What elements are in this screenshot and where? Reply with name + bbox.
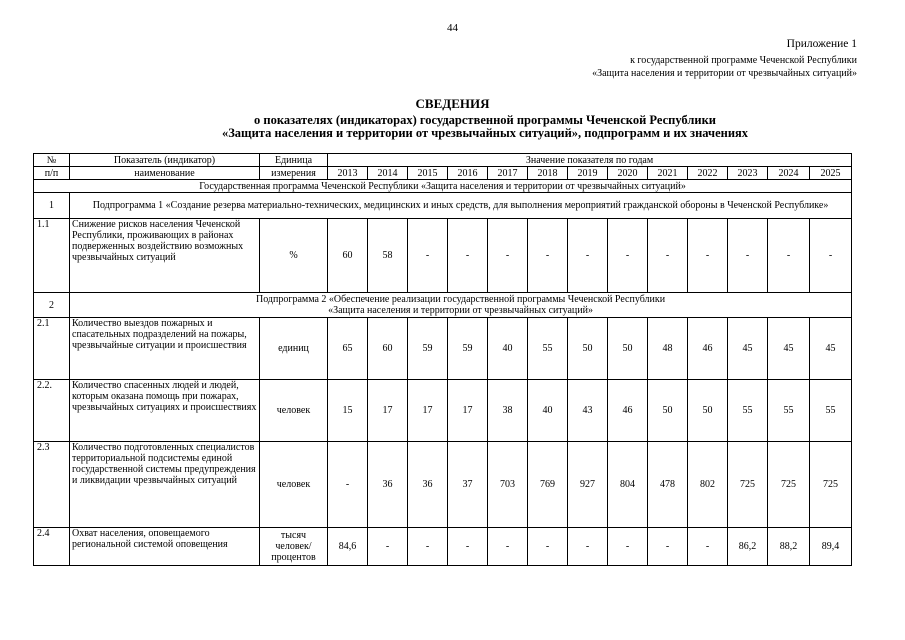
unit: единиц: [260, 318, 328, 380]
year-header: 2017: [488, 167, 528, 180]
value-cell: 60: [368, 318, 408, 380]
value-cell: 725: [810, 442, 852, 528]
value-cell: -: [728, 219, 768, 293]
indicator-name: Количество подготовленных специалистов территориальной подсистемы единой государственной системы предупреждения и ликвидации чрезвычайных ситуаций: [70, 442, 260, 528]
document-title: СВЕДЕНИЯ: [415, 96, 490, 111]
subprogram-title-line-2: «Защита населения и территории от чрезвычайных ситуаций»: [328, 305, 593, 316]
subtitle-line-2: «Защита населения и территории от чрезвычайных ситуаций», подпрограмм и их значениях: [221, 126, 749, 140]
value-cell: -: [648, 528, 688, 566]
header-row-2: [34, 167, 852, 180]
value-cell: 804: [608, 442, 648, 528]
appendix-title: Приложение 1: [786, 38, 857, 50]
value-cell: -: [568, 528, 608, 566]
value-cell: 65: [328, 318, 368, 380]
value-cell: 40: [528, 380, 568, 442]
value-cell: 45: [810, 318, 852, 380]
year-header: 2015: [408, 167, 448, 180]
value-cell: 17: [368, 380, 408, 442]
year-header: 2019: [568, 167, 608, 180]
header-indicator-bottom: наименование: [70, 167, 260, 180]
value-cell: 60: [328, 219, 368, 293]
value-cell: 89,4: [810, 528, 852, 566]
appendix-subtitle: [592, 54, 857, 80]
value-cell: 50: [568, 318, 608, 380]
table-row: [34, 528, 852, 566]
value-cell: -: [608, 528, 648, 566]
value-cell: -: [608, 219, 648, 293]
value-cell: -: [528, 219, 568, 293]
year-header: 2018: [528, 167, 568, 180]
row-number: 2.2.: [34, 380, 70, 442]
indicator-name: Охват населения, оповещаемого региональной системой оповещения: [70, 528, 260, 566]
value-cell: -: [688, 219, 728, 293]
value-cell: -: [768, 219, 810, 293]
value-cell: 927: [568, 442, 608, 528]
subprogram-number: 2: [34, 293, 70, 318]
value-cell: -: [810, 219, 852, 293]
value-cell: 59: [408, 318, 448, 380]
value-cell: 15: [328, 380, 368, 442]
value-cell: 37: [448, 442, 488, 528]
value-cell: 88,2: [768, 528, 810, 566]
value-cell: -: [488, 528, 528, 566]
page-number: 44: [447, 22, 458, 34]
value-cell: 45: [768, 318, 810, 380]
value-cell: 36: [368, 442, 408, 528]
subtitle-line-1: о показателях (индикаторах) государственной программы Чеченской Республики: [254, 113, 716, 127]
header-num-top: №: [34, 154, 70, 167]
value-cell: 55: [768, 380, 810, 442]
indicator-name: Количество спасенных людей и людей, которым оказана помощь при пожарах, чрезвычайных ситуациях и происшествиях: [70, 380, 260, 442]
year-header: 2020: [608, 167, 648, 180]
program-row: [34, 180, 852, 193]
header-row-1: [34, 154, 852, 167]
value-cell: 703: [488, 442, 528, 528]
value-cell: 84,6: [328, 528, 368, 566]
value-cell: 769: [528, 442, 568, 528]
year-header: 2024: [768, 167, 810, 180]
table-row: [34, 380, 852, 442]
header-indicator-top: Показатель (индикатор): [70, 154, 260, 167]
value-cell: 50: [648, 380, 688, 442]
year-header: 2025: [810, 167, 852, 180]
subprogram-title-line-1: Подпрограмма 2 «Обеспечение реализации государственной программы Чеченской Республики: [255, 294, 666, 305]
value-cell: -: [688, 528, 728, 566]
subprogram-title: Подпрограмма 1 «Создание резерва материально-технических, медицинских и иных средств, для выполнения мероприятий гражданской обороны в Чеченской Республике»: [70, 193, 852, 219]
year-header: 2023: [728, 167, 768, 180]
unit: человек: [260, 380, 328, 442]
unit: %: [260, 219, 328, 293]
value-cell: -: [448, 219, 488, 293]
subprogram-row: [34, 293, 852, 318]
table-row: [34, 318, 852, 380]
header-unit-bottom: измерения: [260, 167, 328, 180]
appendix-line-2: «Защита населения и территории от чрезвычайных ситуаций»: [592, 68, 857, 79]
value-cell: 36: [408, 442, 448, 528]
subprogram-row: [34, 193, 852, 219]
value-cell: 55: [528, 318, 568, 380]
value-cell: 46: [688, 318, 728, 380]
value-cell: 55: [810, 380, 852, 442]
value-cell: -: [408, 219, 448, 293]
header-values-group: Значение показателя по годам: [328, 154, 852, 167]
value-cell: -: [528, 528, 568, 566]
value-cell: -: [488, 219, 528, 293]
value-cell: 17: [448, 380, 488, 442]
value-cell: -: [568, 219, 608, 293]
value-cell: 58: [368, 219, 408, 293]
subprogram-title: [70, 293, 852, 318]
unit: человек: [260, 442, 328, 528]
value-cell: 725: [768, 442, 810, 528]
value-cell: 50: [608, 318, 648, 380]
year-header: 2014: [368, 167, 408, 180]
document-subtitle: [100, 114, 870, 140]
year-header: 2022: [688, 167, 728, 180]
value-cell: -: [328, 442, 368, 528]
year-header: 2021: [648, 167, 688, 180]
value-cell: 17: [408, 380, 448, 442]
value-cell: 48: [648, 318, 688, 380]
indicator-name: Снижение рисков населения Чеченской Республики, проживающих в районах подверженных воздействию возможных чрезвычайных ситуаций: [70, 219, 260, 293]
unit: тысяч человек/ процентов: [260, 528, 328, 566]
header-unit-top: Единица: [260, 154, 328, 167]
value-cell: 40: [488, 318, 528, 380]
value-cell: 478: [648, 442, 688, 528]
value-cell: 45: [728, 318, 768, 380]
year-header: 2013: [328, 167, 368, 180]
table-row: [34, 219, 852, 293]
value-cell: 802: [688, 442, 728, 528]
subprogram-number: 1: [34, 193, 70, 219]
value-cell: 43: [568, 380, 608, 442]
row-number: 2.1: [34, 318, 70, 380]
indicator-name: Количество выездов пожарных и спасательных подразделений на пожары, чрезвычайные ситуации и происшествия: [70, 318, 260, 380]
value-cell: 59: [448, 318, 488, 380]
appendix-line-1: к государственной программе Чеченской Республики: [630, 55, 857, 66]
value-cell: 50: [688, 380, 728, 442]
value-cell: 725: [728, 442, 768, 528]
value-cell: 46: [608, 380, 648, 442]
row-number: 2.3: [34, 442, 70, 528]
row-number: 1.1: [34, 219, 70, 293]
value-cell: 86,2: [728, 528, 768, 566]
value-cell: 38: [488, 380, 528, 442]
header-num-bottom: п/п: [34, 167, 70, 180]
indicators-table: [33, 153, 852, 566]
year-header: 2016: [448, 167, 488, 180]
row-number: 2.4: [34, 528, 70, 566]
value-cell: -: [368, 528, 408, 566]
value-cell: -: [448, 528, 488, 566]
value-cell: 55: [728, 380, 768, 442]
value-cell: -: [408, 528, 448, 566]
program-title: Государственная программа Чеченской Республики «Защита населения и территории от чрезвычайных ситуаций»: [34, 180, 852, 193]
value-cell: -: [648, 219, 688, 293]
table-row: [34, 442, 852, 528]
